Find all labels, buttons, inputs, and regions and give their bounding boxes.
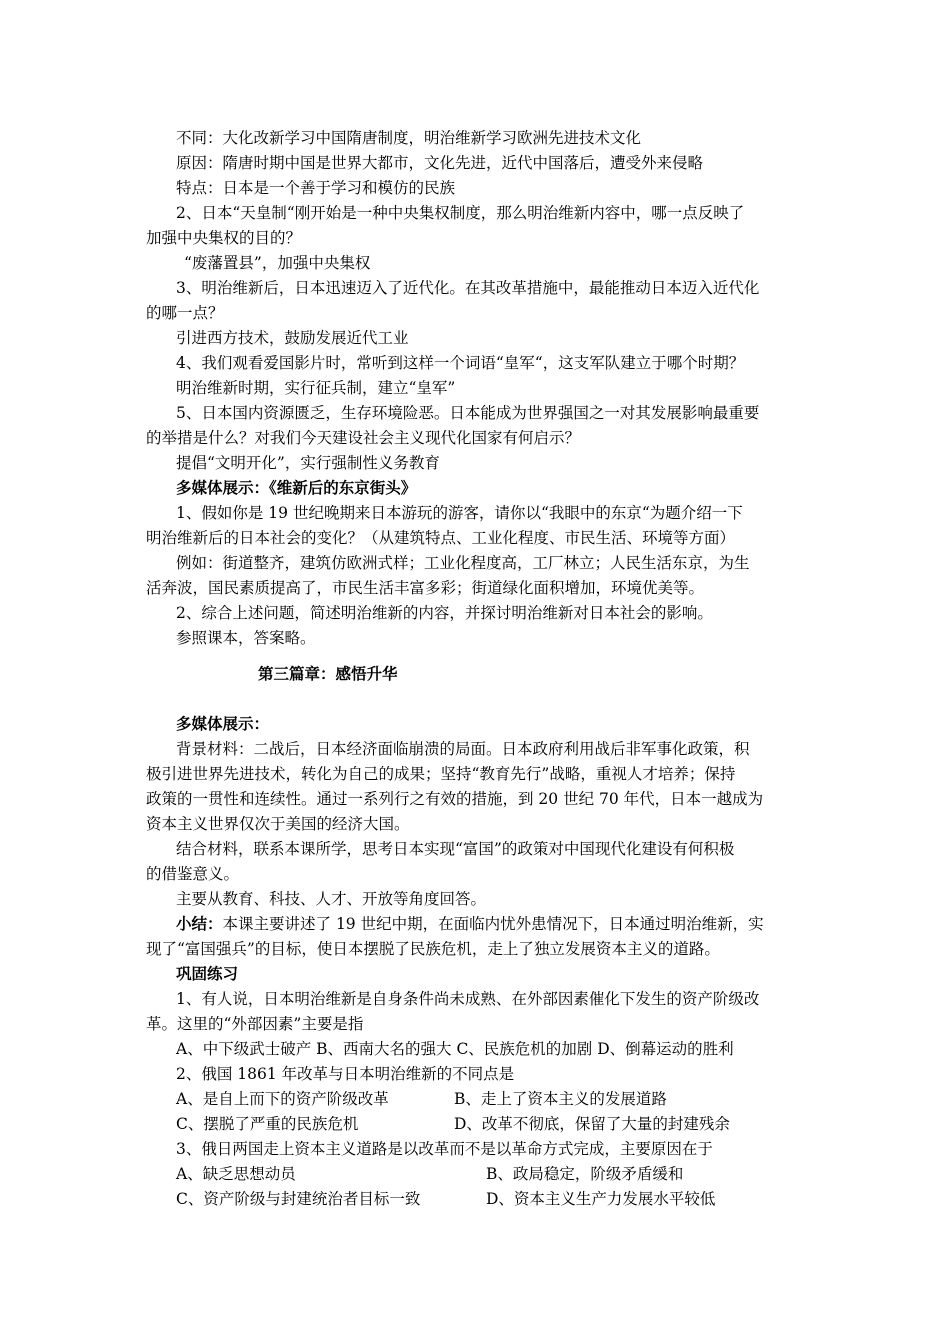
text-line: 资本主义世界仅次于美国的经济大国。 <box>146 815 410 833</box>
text-line: 革。这里的“外部因素”主要是指 <box>146 1015 364 1033</box>
option-c: C、摆脱了严重的民族危机 <box>176 1115 359 1133</box>
text-line: 加强中央集权的目的？ <box>146 229 302 247</box>
text-line: 5、日本国内资源匮乏，生存环境险恶。日本能成为世界强国之一对其发展影响最重要 <box>176 404 760 422</box>
text-line: 2、日本“天皇制“刚开始是一种中央集权制度，那么明治维新内容中，哪一点反映了 <box>176 204 745 222</box>
option-line: A、中下级武士破产 B、西南大名的强大 C、民族危机的加剧 D、倒幕运动的胜利 <box>176 1040 734 1058</box>
section-heading: 多媒体展示： <box>176 714 270 733</box>
option-b: B、政局稳定，阶级矛盾缓和 <box>486 1165 684 1183</box>
text-line: 1、假如你是 19 世纪晚期来日本游玩的游客，请你以“我眼中的东京“为题介绍一下 <box>176 504 743 522</box>
option-d: D、改革不彻底，保留了大量的封建残余 <box>454 1115 730 1133</box>
text-line: 的借鉴意义。 <box>146 865 240 883</box>
section-heading: 巩固练习 <box>176 964 239 983</box>
text-line: 明治维新后的日本社会的变化？（从建筑特点、工业化程度、市民生活、环境等方面） <box>146 529 736 547</box>
text-line: 引进西方技术，鼓励发展近代工业 <box>176 329 409 347</box>
text-line: 4、我们观看爱国影片时，常听到这样一个词语“皇军“，这支军队建立于哪个时期？ <box>176 354 745 372</box>
text-line: 不同：大化改新学习中国隋唐制度，明治维新学习欧洲先进技术文化 <box>176 129 642 147</box>
option-a: A、缺乏思想动员 <box>176 1165 296 1183</box>
text-line: 提倡“文明开化”，实行强制性义务教育 <box>176 454 440 472</box>
text-line: “废藩置县”，加强中央集权 <box>184 254 371 272</box>
text-line: 3、俄日两国走上资本主义道路是以改革而不是以革命方式完成，主要原因在于 <box>176 1140 713 1158</box>
text-line: 2、俄国 1861 年改革与日本明治维新的不同点是 <box>176 1065 515 1083</box>
text-line: 原因：隋唐时期中国是世界大都市，文化先进，近代中国落后，遭受外来侵略 <box>176 154 704 172</box>
text-line: 3、明治维新后，日本迅速迈入了近代化。在其改革措施中，最能推动日本迈入近代化 <box>176 279 760 297</box>
option-d: D、资本主义生产力发展水平较低 <box>486 1190 716 1208</box>
text-line: 活奔波，国民素质提高了，市民生活丰富多彩；街道绿化面积增加，环境优美等。 <box>146 579 705 597</box>
option-b: B、走上了资本主义的发展道路 <box>454 1090 667 1108</box>
text-line: 背景材料：二战后，日本经济面临崩溃的局面。日本政府利用战后非军事化政策，积 <box>176 740 750 758</box>
section-heading: 多媒体展示：《维新后的东京街头》 <box>176 478 417 497</box>
text-line: 的哪一点？ <box>146 304 224 322</box>
chapter-heading: 第三篇章：感悟升华 <box>258 664 398 683</box>
summary-text: 本课主要讲述了 19 世纪中期，在面临内忧外患情况下，日本通过明治维新，实 <box>222 915 764 933</box>
text-line: 例如：街道整齐，建筑仿欧洲式样；工业化程度高，工厂林立；人民生活东京，为生 <box>176 554 750 572</box>
text-line: 主要从教育、科技、人才、开放等角度回答。 <box>176 890 487 908</box>
text-line: 现了“富国强兵”的目标，使日本摆脱了民族危机，走上了独立发展资本主义的道路。 <box>146 940 720 958</box>
text-line: 参照课本，答案略。 <box>176 629 316 647</box>
option-a: A、是自上而下的资产阶级改革 <box>176 1090 389 1108</box>
text-line: 的举措是什么？对我们今天建设社会主义现代化国家有何启示？ <box>146 429 581 447</box>
summary-label: 小结： <box>176 914 223 933</box>
text-line: 极引进世界先进技术，转化为自己的成果；坚持“教育先行”战略，重视人才培养；保持 <box>146 765 736 783</box>
text-line: 特点：日本是一个善于学习和模仿的民族 <box>176 179 456 197</box>
text-line: 政策的一贯性和连续性。通过一系列行之有效的措施，到 20 世纪 70 年代，日本一越成为 <box>146 790 764 808</box>
text-line: 明治维新时期，实行征兵制，建立“皇军” <box>176 379 456 397</box>
text-line: 2、综合上述问题，简述明治维新的内容，并探讨明治维新对日本社会的影响。 <box>176 604 713 622</box>
summary-line <box>176 912 764 936</box>
text-line: 结合材料，联系本课所学，思考日本实现“富国”的政策对中国现代化建设有何积极 <box>176 840 735 858</box>
text-line: 1、有人说，日本明治维新是自身条件尚未成熟、在外部因素催化下发生的资产阶级改 <box>176 990 760 1008</box>
option-c: C、资产阶级与封建统治者目标一致 <box>176 1190 421 1208</box>
